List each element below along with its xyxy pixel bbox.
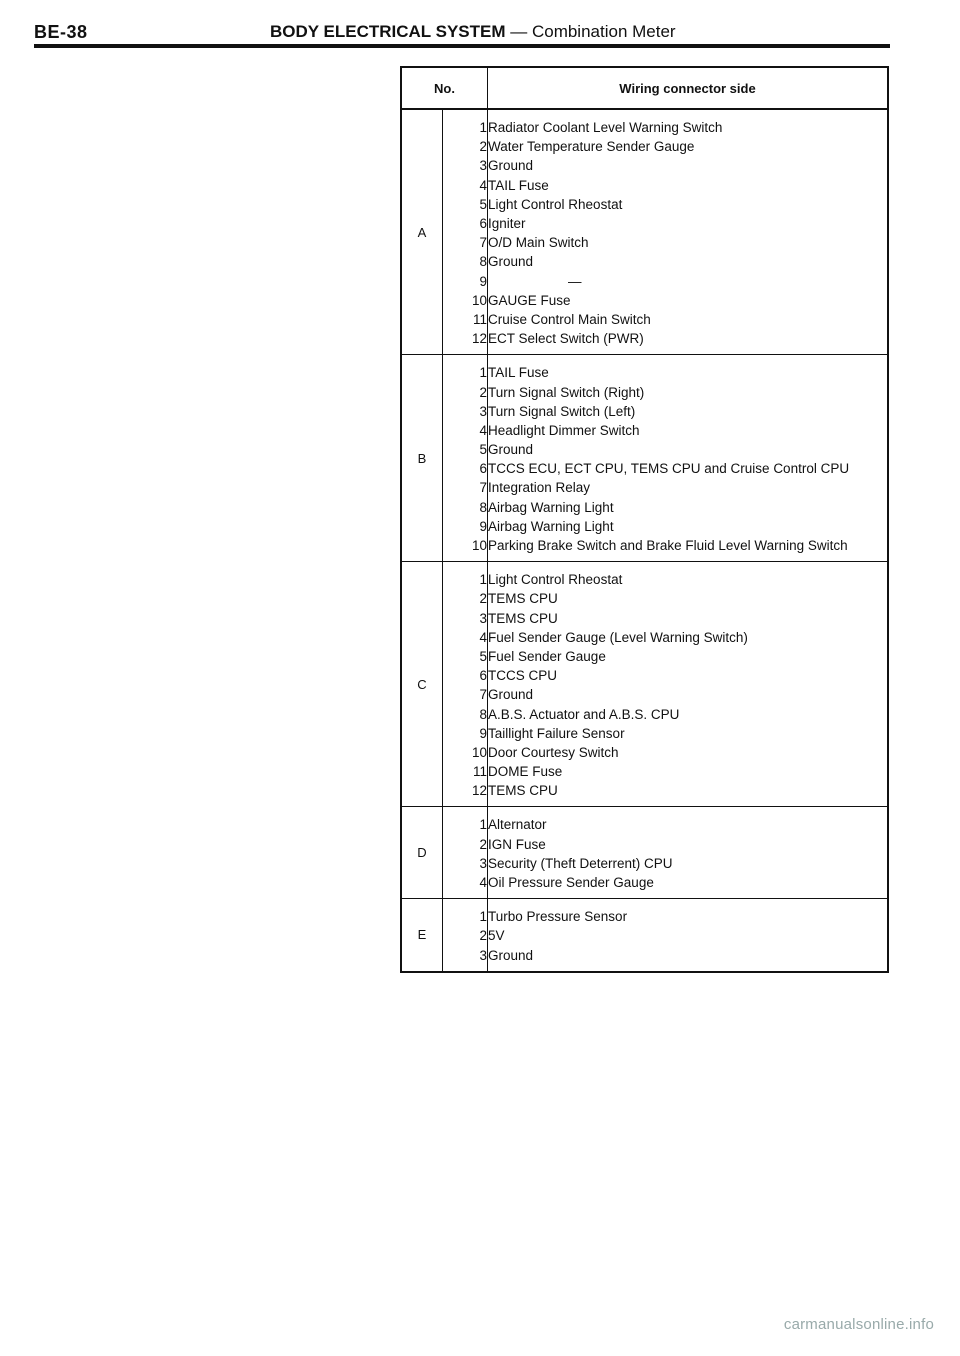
pin-number: 12 [443,329,488,355]
pin-number: 12 [443,781,488,807]
pin-description: Light Control Rheostat [488,196,623,212]
pin-number: 7 [443,685,488,704]
pin-description: Turn Signal Switch (Left) [488,403,636,419]
pin-number: 4 [443,421,488,440]
column-header-no: No. [401,67,488,109]
pin-description: Oil Pressure Sender Gauge [488,873,889,899]
connector-letter: E [401,899,443,972]
pin-number: 3 [443,946,488,972]
pin-number: 1 [443,355,488,383]
table-row [401,835,888,854]
table-row [401,899,888,927]
pin-description: IGN Fuse [488,836,546,852]
connector-letter: D [401,807,443,899]
page-title-main: BODY ELECTRICAL SYSTEM [270,22,506,41]
pin-number: 10 [443,536,488,562]
pin-description: Light Control Rheostat [488,572,623,588]
table-row [401,382,888,401]
pin-description: Alternator [488,817,547,833]
pin-number: 3 [443,156,488,175]
pin-description: A.B.S. Actuator and A.B.S. CPU [488,706,680,722]
table-row [401,459,888,478]
pin-number: 1 [443,562,488,590]
table-row [401,421,888,440]
table-row [401,609,888,628]
pin-description: Ground [488,442,534,458]
table-row [401,195,888,214]
table-row [401,704,888,723]
pin-number: 10 [443,291,488,310]
table-header-row [401,67,888,109]
pin-description: TCCS ECU, ECT CPU, TEMS CPU and Cruise Control CPU [488,461,850,477]
pin-number: 9 [443,724,488,743]
table-row [401,272,888,291]
pin-number: 5 [443,647,488,666]
pin-description: Igniter [488,216,526,232]
pin-description: Airbag Warning Light [488,499,614,515]
pin-description: TAIL Fuse [488,365,549,381]
pin-number: 4 [443,873,488,899]
pin-description: Integration Relay [488,480,591,496]
table-row [401,402,888,421]
pin-description: Ground [488,254,534,270]
table-row [401,310,888,329]
pin-description: Turn Signal Switch (Right) [488,384,645,400]
pin-description-dash: — [568,273,582,289]
pin-number: 5 [443,195,488,214]
pin-number: 6 [443,666,488,685]
pin-number: 2 [443,137,488,156]
pin-number: 8 [443,252,488,271]
pin-number: 9 [443,517,488,536]
pin-number: 3 [443,402,488,421]
table-row [401,233,888,252]
pin-description: 5V [488,928,505,944]
table-row [401,589,888,608]
table-row [401,176,888,195]
table-row [401,478,888,497]
pin-description: GAUGE Fuse [488,292,571,308]
pin-description: Fuel Sender Gauge (Level Warning Switch) [488,629,748,645]
pin-number: 6 [443,214,488,233]
table-row [401,946,888,972]
pin-description: Ground [488,158,534,174]
column-header-wiring-side: Wiring connector side [488,67,889,109]
connector-letter: C [401,562,443,807]
pin-number: 4 [443,176,488,195]
pin-number: 1 [443,109,488,137]
pin-number: 8 [443,498,488,517]
table-row [401,666,888,685]
page-title-sub: — Combination Meter [505,22,676,41]
table-row [401,647,888,666]
pin-description: TAIL Fuse [488,177,549,193]
table-row [401,743,888,762]
table-row [401,156,888,175]
pin-number: 2 [443,835,488,854]
pin-description: TEMS CPU [488,591,558,607]
table-row [401,440,888,459]
pin-number: 5 [443,440,488,459]
connector-table [400,66,889,973]
pin-number: 2 [443,382,488,401]
connector-letter: A [401,109,443,355]
pin-description: Taillight Failure Sensor [488,725,625,741]
watermark: carmanualsonline.info [783,1316,934,1333]
pin-description: TEMS CPU [488,781,889,807]
pin-number: 7 [443,233,488,252]
pin-number: 8 [443,704,488,723]
table-row [401,329,888,355]
table-body [401,109,888,972]
pin-description: Ground [488,687,534,703]
pin-number: 9 [443,272,488,291]
pin-description: Door Courtesy Switch [488,744,619,760]
pin-number: 7 [443,478,488,497]
pin-number: 3 [443,609,488,628]
pin-number: 2 [443,589,488,608]
table-row [401,137,888,156]
pin-description: O/D Main Switch [488,235,589,251]
pin-number: 2 [443,926,488,945]
table-row [401,214,888,233]
table-row [401,807,888,835]
pin-description: Radiator Coolant Level Warning Switch [488,120,723,136]
pin-description: Security (Theft Deterrent) CPU [488,855,673,871]
table-row [401,536,888,562]
pin-number: 1 [443,899,488,927]
table-row [401,517,888,536]
pin-description: Ground [488,946,889,972]
table-row [401,762,888,781]
pin-description: Headlight Dimmer Switch [488,422,640,438]
page-title [270,22,676,42]
pin-number: 3 [443,854,488,873]
table-row [401,873,888,899]
pin-description: Fuel Sender Gauge [488,648,606,664]
pin-description: Water Temperature Sender Gauge [488,139,695,155]
pin-description: Turbo Pressure Sensor [488,909,628,925]
table-row [401,252,888,271]
table-row [401,109,888,137]
pin-description: ECT Select Switch (PWR) [488,329,889,355]
pin-number: 6 [443,459,488,478]
pin-number: 11 [443,762,488,781]
pin-description [488,272,889,291]
pin-number: 11 [443,310,488,329]
table-row [401,854,888,873]
pin-description: Airbag Warning Light [488,518,614,534]
pin-description: Cruise Control Main Switch [488,311,651,327]
pin-description: Parking Brake Switch and Brake Fluid Level Warning Switch [488,536,889,562]
table-row [401,685,888,704]
table-row [401,724,888,743]
table-row [401,355,888,383]
table-row [401,498,888,517]
table-row [401,628,888,647]
pin-number: 4 [443,628,488,647]
table-row [401,781,888,807]
pin-number: 10 [443,743,488,762]
connector-letter: B [401,355,443,562]
pin-description: TCCS CPU [488,668,558,684]
page-header [34,22,890,48]
table-row [401,562,888,590]
pin-number: 1 [443,807,488,835]
table-row [401,291,888,310]
pin-description: DOME Fuse [488,764,563,780]
pin-description: TEMS CPU [488,610,558,626]
page-number: BE-38 [34,22,88,42]
table-row [401,926,888,945]
